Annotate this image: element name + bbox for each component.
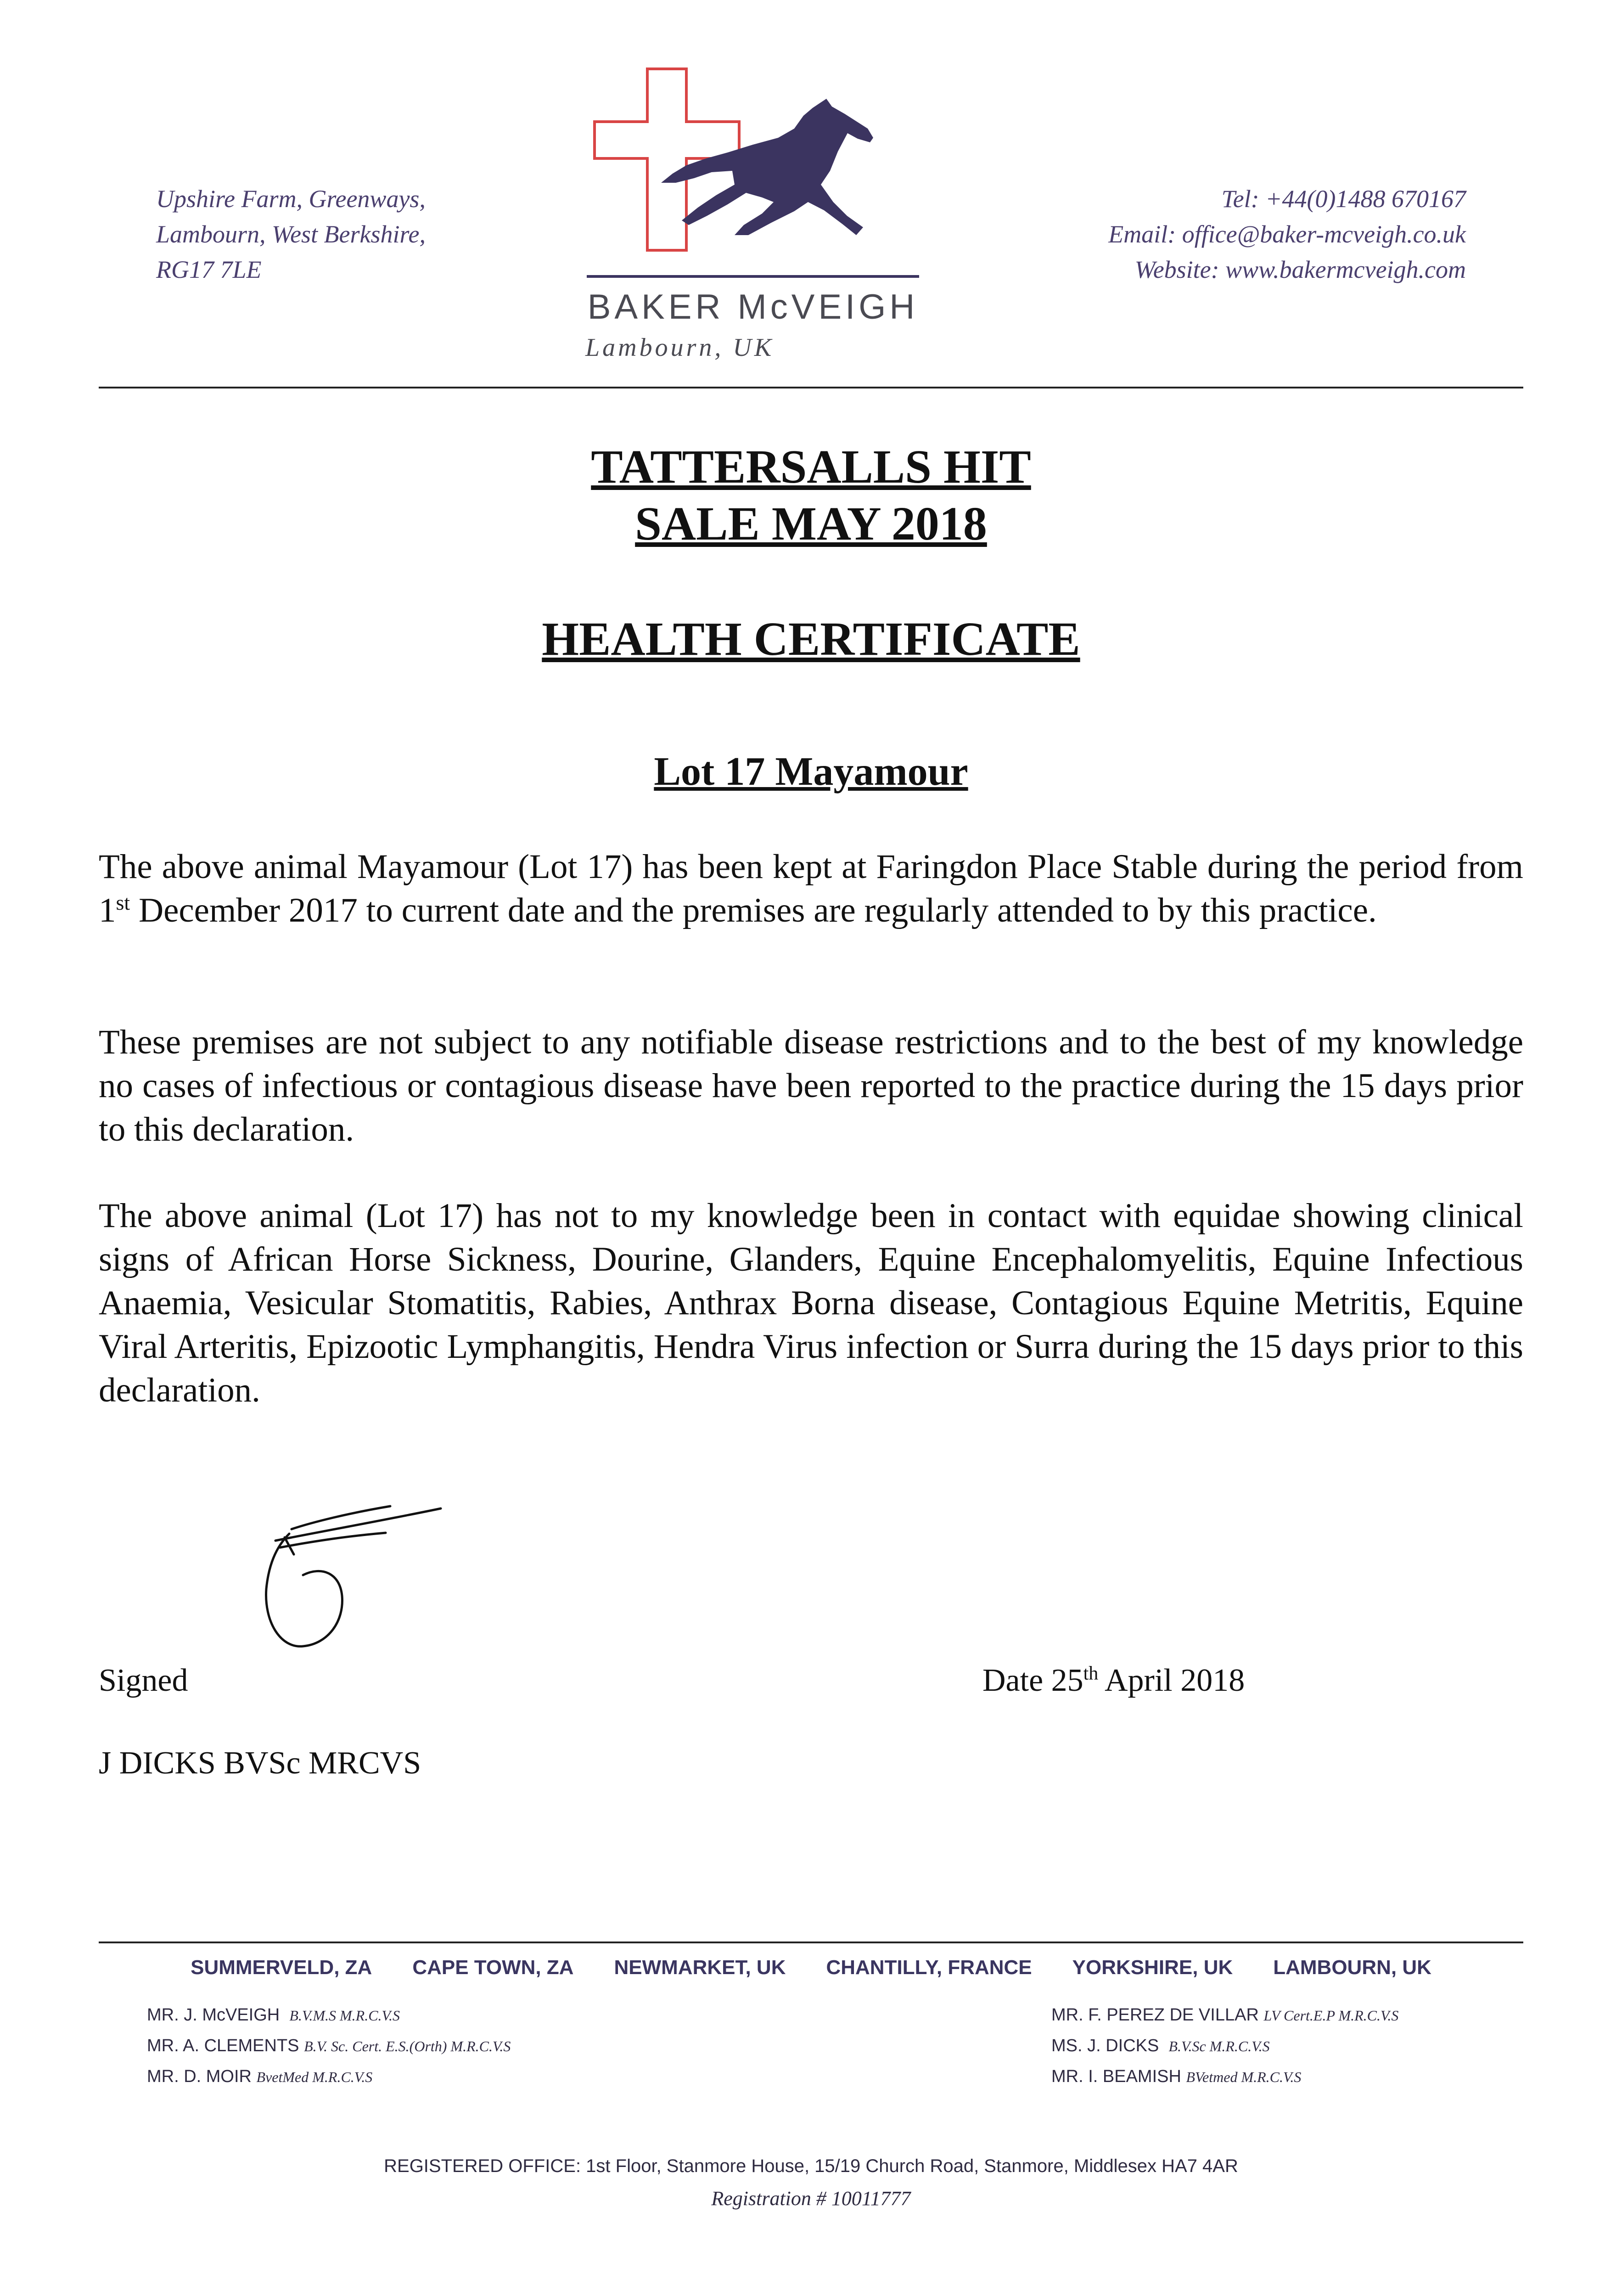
paragraph-disease-restrictions: These premises are not subject to any notifiable disease restrictions and to the best of my knowledge no cases of infectious or contagious disease have been reported to the practice during the 15 days prior to this declaration. — [99, 1023, 1523, 1148]
footer-divider — [99, 1941, 1523, 1943]
header-divider — [99, 387, 1523, 388]
para1-ordinal: st — [116, 891, 130, 914]
staff-entry — [1051, 2031, 1398, 2061]
letterhead-contact — [1108, 181, 1466, 287]
staff-name: MR. A. CLEMENTS — [147, 2036, 299, 2055]
staff-list-left — [147, 2000, 511, 2092]
footer-locations — [99, 1956, 1523, 1979]
sale-title-line-1: TATTERSALLS HIT — [591, 440, 1031, 493]
contact-email: Email: office@baker-mcveigh.co.uk — [1108, 220, 1466, 248]
address-line-2: Lambourn, West Berkshire, — [156, 220, 426, 248]
para1-text-b: December 2017 to current date and the premises are regularly attended to by this practice. — [130, 891, 1377, 929]
location-item: NEWMARKET, UK — [614, 1956, 786, 1979]
signature-date — [982, 1662, 1245, 1699]
staff-name: MR. I. BEAMISH — [1051, 2067, 1181, 2086]
contact-website: Website: www.bakermcveigh.com — [1134, 256, 1466, 283]
signed-label: Signed — [99, 1663, 188, 1698]
handwritten-signature — [248, 1497, 459, 1658]
lot-heading: Lot 17 Mayamour — [654, 749, 968, 794]
staff-name: MS. J. DICKS — [1051, 2036, 1159, 2055]
paragraph-premises-kept — [99, 845, 1523, 932]
location-item: YORKSHIRE, UK — [1072, 1956, 1233, 1979]
signatory-name: J DICKS BVSc MRCVS — [99, 1745, 421, 1781]
brand-name: BAKER McVEIGH — [587, 287, 919, 326]
staff-qualifications: B.V.M.S M.R.C.V.S — [289, 2007, 400, 2024]
date-text-b: April 2018 — [1098, 1663, 1245, 1698]
letterhead-address — [156, 181, 426, 287]
staff-entry — [147, 2031, 511, 2061]
staff-name: MR. F. PEREZ DE VILLAR — [1051, 2005, 1259, 2025]
date-ordinal: th — [1083, 1663, 1099, 1684]
horse-icon — [661, 99, 873, 235]
registered-office: REGISTERED OFFICE: 1st Floor, Stanmore House, 15/19 Church Road, Stanmore, Middlesex HA7 4AR — [384, 2156, 1238, 2176]
staff-qualifications: LV Cert.E.P M.R.C.V.S — [1263, 2007, 1399, 2024]
staff-entry — [147, 2000, 511, 2031]
staff-qualifications: BvetMed M.R.C.V.S — [256, 2069, 373, 2085]
staff-qualifications: B.V. Sc. Cert. E.S.(Orth) M.R.C.V.S — [304, 2038, 511, 2054]
location-item: LAMBOURN, UK — [1273, 1956, 1431, 1979]
brand-location: Lambourn, UK — [585, 333, 775, 362]
contact-phone: Tel: +44(0)1488 670167 — [1221, 185, 1466, 213]
address-line-1: Upshire Farm, Greenways, — [156, 185, 426, 213]
staff-qualifications: BVetmed M.R.C.V.S — [1186, 2069, 1302, 2085]
staff-entry — [147, 2061, 511, 2092]
staff-name: MR. J. McVEIGH — [147, 2005, 280, 2025]
date-text-a: Date 25 — [982, 1663, 1083, 1698]
certificate-title: HEALTH CERTIFICATE — [542, 613, 1080, 665]
registration-number: Registration # 10011777 — [711, 2187, 911, 2210]
sale-title — [99, 439, 1523, 552]
paragraph-contact-declaration: The above animal (Lot 17) has not to my knowledge been in contact with equidae showing clinical signs of African Horse Sickness, Dourine, Glanders, Equine Encephalomyelitis, Equine Infectious Anaemia, Vesicular Stomatitis, Rabies, Anthrax Borna disease, Contagious Equine Metritis, Equine Viral Arteritis, Epizootic Lymphangitis, Hendra Virus infection or Surra during the 15 days prior to this declaration. — [99, 1197, 1523, 1409]
para1-text-a: The above animal Mayamour (Lot 17) has been kept at Faringdon Place Stable during the period from 1 — [99, 848, 1523, 929]
staff-entry — [1051, 2061, 1398, 2092]
staff-list-right — [1051, 2000, 1398, 2092]
sale-title-line-2: SALE MAY 2018 — [635, 497, 987, 550]
address-line-3: RG17 7LE — [156, 256, 262, 283]
location-item: CHANTILLY, FRANCE — [826, 1956, 1032, 1979]
staff-entry — [1051, 2000, 1398, 2031]
location-item: CAPE TOWN, ZA — [412, 1956, 574, 1979]
staff-qualifications: B.V.Sc M.R.C.V.S — [1168, 2038, 1270, 2054]
staff-name: MR. D. MOIR — [147, 2067, 252, 2086]
location-item: SUMMERVELD, ZA — [191, 1956, 372, 1979]
